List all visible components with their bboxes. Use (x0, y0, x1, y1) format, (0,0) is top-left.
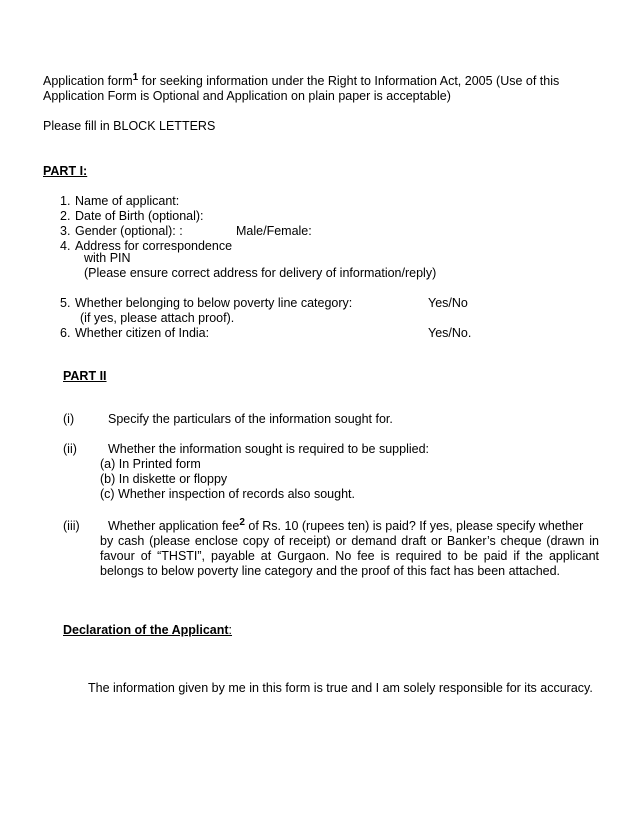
section-ii-option-c: (c) Whether inspection of records also sought. (100, 487, 355, 501)
declaration-heading: Declaration of the Applicant (63, 623, 229, 637)
item-4-sub-pin: with PIN (84, 251, 131, 265)
section-i-number: (i) (63, 412, 75, 426)
section-ii-option-a: (a) In Printed form (100, 457, 201, 471)
footnote-marker-1: 1 (132, 72, 139, 83)
item-5-label: Whether belonging to below poverty line category: (75, 296, 353, 310)
intro-text-start: Application form (43, 74, 133, 88)
item-4-label: Address for correspondence (75, 239, 233, 253)
item-6-answer: Yes/No. (428, 326, 472, 340)
item-2-number: 2. (60, 209, 71, 223)
item-5-number: 5. (60, 296, 71, 310)
declaration-heading-line (63, 623, 232, 638)
item-3-label: Gender (optional): : (75, 224, 183, 238)
intro-line-2: Application Form is Optional and Application on plain paper is acceptable) (43, 89, 451, 103)
footnote-marker-2: 2 (239, 517, 245, 528)
intro-text-end: for seeking information under the Right to Information Act, 2005 (Use of this (138, 74, 560, 88)
item-1-label: Name of applicant: (75, 194, 180, 208)
section-iii-lead-start: Whether application fee (108, 519, 240, 533)
section-i-text: Specify the particulars of the information sought for. (108, 412, 393, 426)
block-letters-note: Please fill in BLOCK LETTERS (43, 119, 216, 133)
item-6-number: 6. (60, 326, 71, 340)
declaration-text: The information given by me in this form is true and I am solely responsible for its accuracy. (88, 681, 593, 695)
item-2-label: Date of Birth (optional): (75, 209, 204, 223)
section-iii-lead-end: of Rs. 10 (rupees ten) is paid? If yes, please specify whether (244, 519, 584, 533)
section-ii-text: Whether the information sought is required to be supplied: (108, 442, 430, 456)
section-ii-number: (ii) (63, 442, 77, 456)
item-6-label: Whether citizen of India: (75, 326, 210, 340)
intro-line-1 (43, 74, 559, 89)
section-ii-option-b: (b) In diskette or floppy (100, 472, 228, 486)
declaration-heading-colon: : (228, 623, 233, 637)
part-2-heading: PART II (63, 369, 107, 383)
item-3-gender-options: Male/Female: (236, 224, 312, 238)
item-4-number: 4. (60, 239, 71, 253)
section-iii-body: by cash (please enclose copy of receipt) or demand draft or Banker’s cheque (drawn in favour of “THSTI”, payable at Gurgaon. No fee is required to be paid if the applicant belongs to below poverty line category and the proof of this fact has been attached. (100, 534, 599, 578)
section-iii-number: (iii) (63, 519, 80, 533)
item-5-sub-note: (if yes, please attach proof). (80, 311, 235, 325)
item-3-number: 3. (60, 224, 71, 238)
item-5-answer: Yes/No (428, 296, 468, 310)
item-4-sub-note: (Please ensure correct address for delivery of information/reply) (84, 266, 437, 280)
part-1-heading: PART I: (43, 164, 88, 178)
item-1-number: 1. (60, 194, 71, 208)
section-iii-lead (108, 519, 583, 534)
